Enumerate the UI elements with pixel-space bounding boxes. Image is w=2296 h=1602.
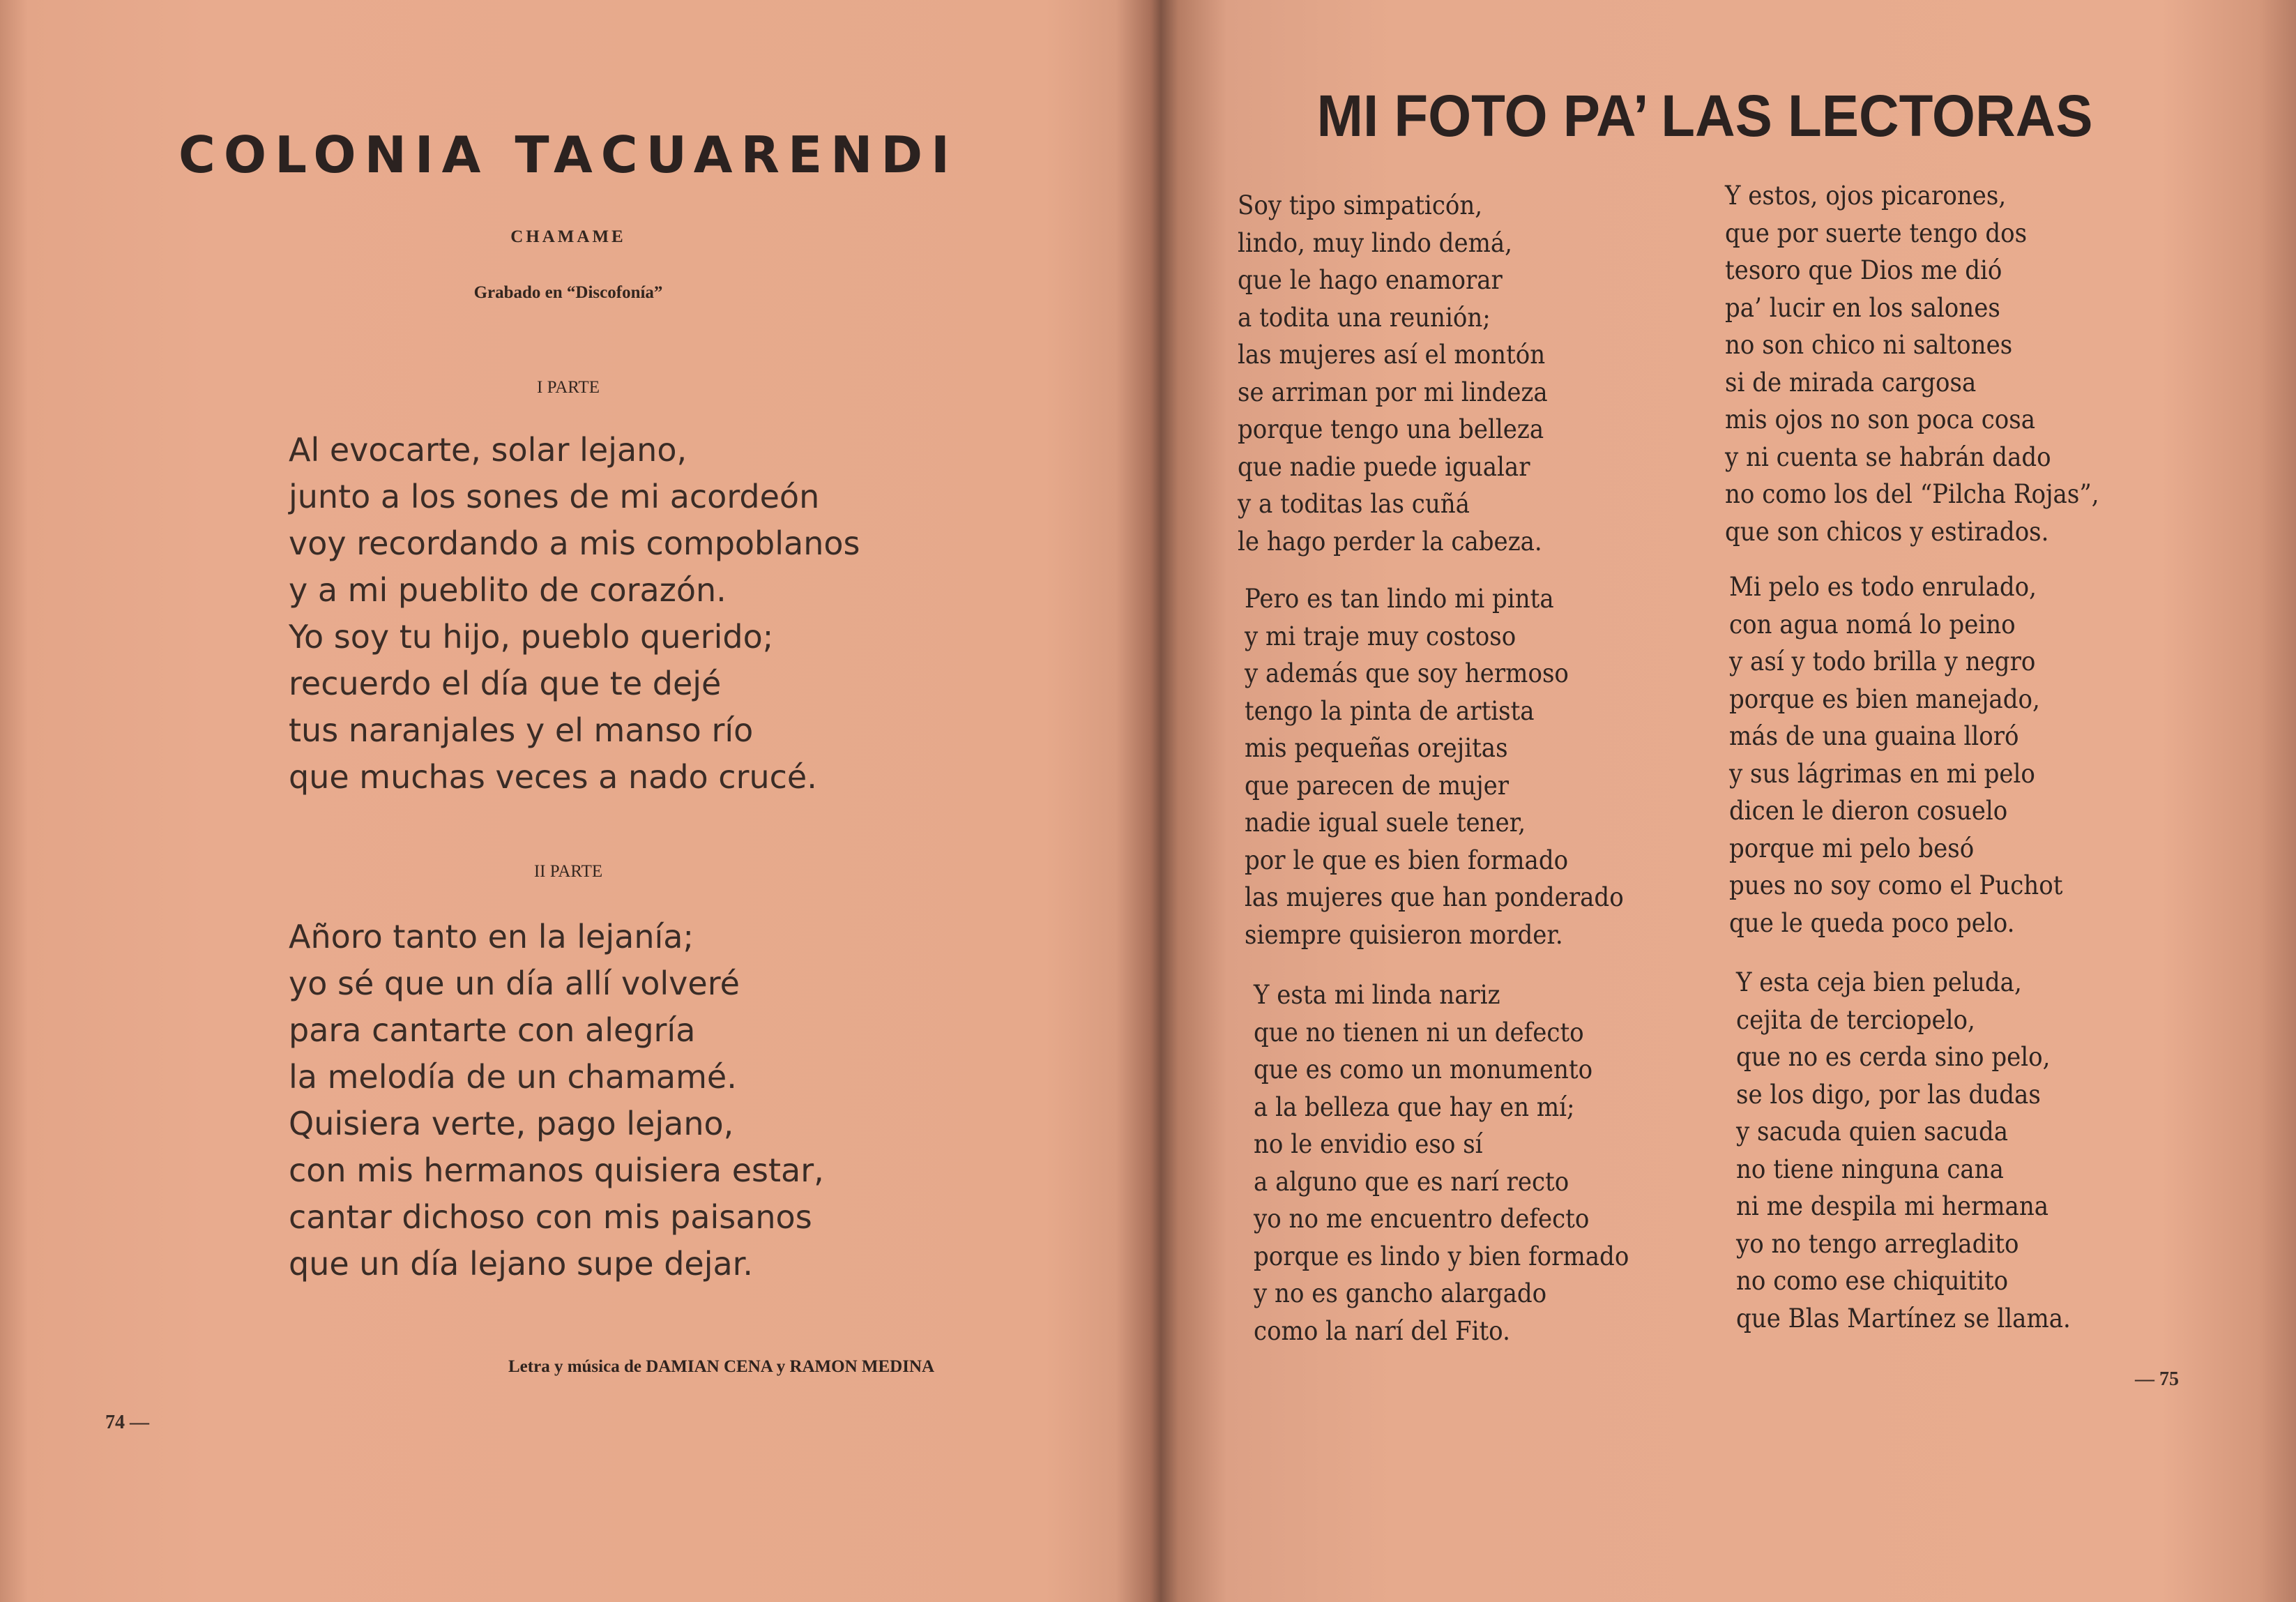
verse-line: y sacuda quien sacuda — [1736, 1117, 2009, 1147]
verse-line: lindo, muy lindo demá, — [1238, 227, 1513, 258]
verse-line: y así y todo brilla y negro — [1729, 647, 2036, 677]
verse-line: y a mi pueblito de corazón. — [289, 571, 727, 609]
verse-line: no como ese chiquitito — [1736, 1266, 2009, 1296]
verse-line: Mi pelo es todo enrulado, — [1729, 572, 2037, 602]
verse-line: junto a los sones de mi acordeón — [289, 478, 820, 515]
genre-label: CHAMAME — [510, 227, 626, 246]
verse-line: porque mi pelo besó — [1729, 833, 1975, 863]
column-2-stanza-2 — [1729, 568, 2062, 942]
verse-line: las mujeres que han ponderado — [1245, 882, 1624, 912]
verse-line: que un día lejano supe dejar. — [289, 1245, 753, 1283]
verse-line: más de una guaina lloró — [1729, 721, 2019, 751]
verse-line: no son chico ni saltones — [1725, 330, 2013, 360]
column-1-stanza-2 — [1245, 580, 1624, 953]
verse-line: que nadie puede igualar — [1238, 451, 1530, 482]
verse-line: se arriman por mi lindeza — [1238, 377, 1548, 407]
verse-line: cejita de terciopelo, — [1736, 1004, 1975, 1035]
verse-line: que le queda poco pelo. — [1729, 907, 2015, 938]
verse-line: y sus lágrimas en mi pelo — [1729, 758, 2035, 789]
column-2-stanza-3 — [1736, 964, 2071, 1337]
verse-line: y no es gancho alargado — [1254, 1278, 1547, 1308]
verse-line: con agua nomá lo peino — [1729, 609, 2016, 640]
verse-line: Pero es tan lindo mi pinta — [1245, 584, 1554, 614]
part1-stanza — [289, 427, 860, 801]
verse-line: porque es lindo y bien formado — [1254, 1241, 1629, 1271]
verse-line: cantar dichoso con mis paisanos — [289, 1198, 812, 1236]
verse-line: y a toditas las cuñá — [1238, 489, 1470, 519]
verse-line: Y estos, ojos picarones, — [1725, 181, 2007, 211]
verse-line: tengo la pinta de artista — [1245, 695, 1535, 726]
recording-note: Grabado en “Discofonía” — [473, 283, 663, 302]
verse-line: que por suerte tengo dos — [1725, 218, 2028, 248]
verse-line: recuerdo el día que te dejé — [289, 665, 722, 702]
verse-line: Añoro tanto en la lejanía; — [289, 918, 694, 955]
right-page — [1150, 0, 2296, 1602]
verse-line: porque es bien manejado, — [1729, 683, 2040, 714]
verse-line: que parecen de mujer — [1245, 770, 1510, 801]
verse-line: no le envidio eso sí — [1254, 1129, 1483, 1159]
song-title: COLONIA TACUARENDI — [178, 126, 958, 184]
verse-line: y ni cuenta se habrán dado — [1725, 441, 2051, 472]
verse-line: a alguno que es narí recto — [1254, 1166, 1569, 1197]
poem-title: MI FOTO PA’ LAS LECTORAS — [1316, 83, 2093, 149]
verse-line: que es como un monumento — [1254, 1055, 1593, 1085]
verse-line: dicen le dieron cosuelo — [1729, 796, 2008, 826]
verse-line: las mujeres así el montón — [1238, 340, 1546, 370]
part2-stanza — [289, 914, 824, 1287]
verse-line: porque tengo una belleza — [1238, 414, 1544, 444]
verse-line: pa’ lucir en los salones — [1725, 292, 2000, 323]
verse-line: con mis hermanos quisiera estar, — [289, 1151, 824, 1189]
verse-line: Al evocarte, solar lejano, — [289, 431, 687, 469]
verse-line: voy recordando a mis compoblanos — [289, 524, 860, 562]
verse-line: y además que soy hermoso — [1245, 658, 1569, 688]
page-number-right: — 75 — [2135, 1368, 2179, 1390]
page-number-left: 74 — — [105, 1412, 149, 1433]
verse-line: nadie igual suele tener, — [1245, 808, 1526, 838]
verse-line: se los digo, por las dudas — [1736, 1079, 2041, 1110]
part1-heading: I PARTE — [537, 378, 600, 397]
column-1-stanza-1 — [1238, 187, 1548, 560]
verse-line: Yo soy tu hijo, pueblo querido; — [289, 618, 774, 656]
verse-line: mis ojos no son poca cosa — [1725, 405, 2036, 434]
verse-line: no tiene ninguna cana — [1736, 1154, 2004, 1184]
verse-line: ni me despila mi hermana — [1736, 1191, 2049, 1221]
verse-line: que no tienen ni un defecto — [1254, 1017, 1584, 1048]
verse-line: a todita una reunión; — [1238, 302, 1491, 333]
verse-line: no como los del “Pilcha Rojas”, — [1725, 479, 2099, 509]
verse-line: Quisiera verte, pago lejano, — [289, 1105, 734, 1142]
verse-line: como la narí del Fito. — [1254, 1315, 1510, 1346]
verse-line: que Blas Martínez se llama. — [1736, 1303, 2071, 1333]
verse-line: tus naranjales y el manso río — [289, 711, 754, 749]
part2-heading: II PARTE — [533, 862, 603, 881]
credits: Letra y música de DAMIAN CENA y RAMON MEDINA — [508, 1357, 935, 1376]
verse-line: pues no soy como el Puchot — [1729, 870, 2063, 900]
column-1-stanza-3 — [1254, 976, 1629, 1350]
verse-line: le hago perder la cabeza. — [1238, 526, 1542, 557]
verse-line: y mi traje muy costoso — [1245, 621, 1516, 651]
verse-line: Soy tipo simpaticón, — [1238, 190, 1483, 220]
verse-line: yo sé que un día allí volveré — [289, 965, 740, 1002]
verse-line: si de mirada cargosa — [1725, 367, 1977, 398]
verse-line: mis pequeñas orejitas — [1245, 733, 1508, 763]
verse-line: la melodía de un chamamé. — [289, 1058, 737, 1096]
verse-line: yo no me encuentro defecto — [1254, 1204, 1590, 1234]
verse-line: Y esta ceja bien peluda, — [1736, 967, 2022, 997]
verse-line: que son chicos y estirados. — [1725, 516, 2049, 547]
column-2-stanza-1 — [1725, 177, 2099, 550]
verse-line: que no es cerda sino pelo, — [1736, 1042, 2051, 1072]
verse-line: siempre quisieron morder. — [1245, 919, 1563, 950]
verse-line: para cantarte con alegría — [289, 1011, 696, 1049]
verse-line: que le hago enamorar — [1238, 265, 1503, 295]
verse-line: que muchas veces a nado crucé. — [289, 758, 817, 796]
verse-line: yo no tengo arregladito — [1736, 1228, 2019, 1259]
verse-line: a la belleza que hay en mí; — [1254, 1091, 1575, 1122]
verse-line: tesoro que Dios me dió — [1725, 255, 2002, 285]
verse-line: por le que es bien formado — [1245, 845, 1569, 875]
verse-line: Y esta mi linda nariz — [1254, 980, 1500, 1010]
